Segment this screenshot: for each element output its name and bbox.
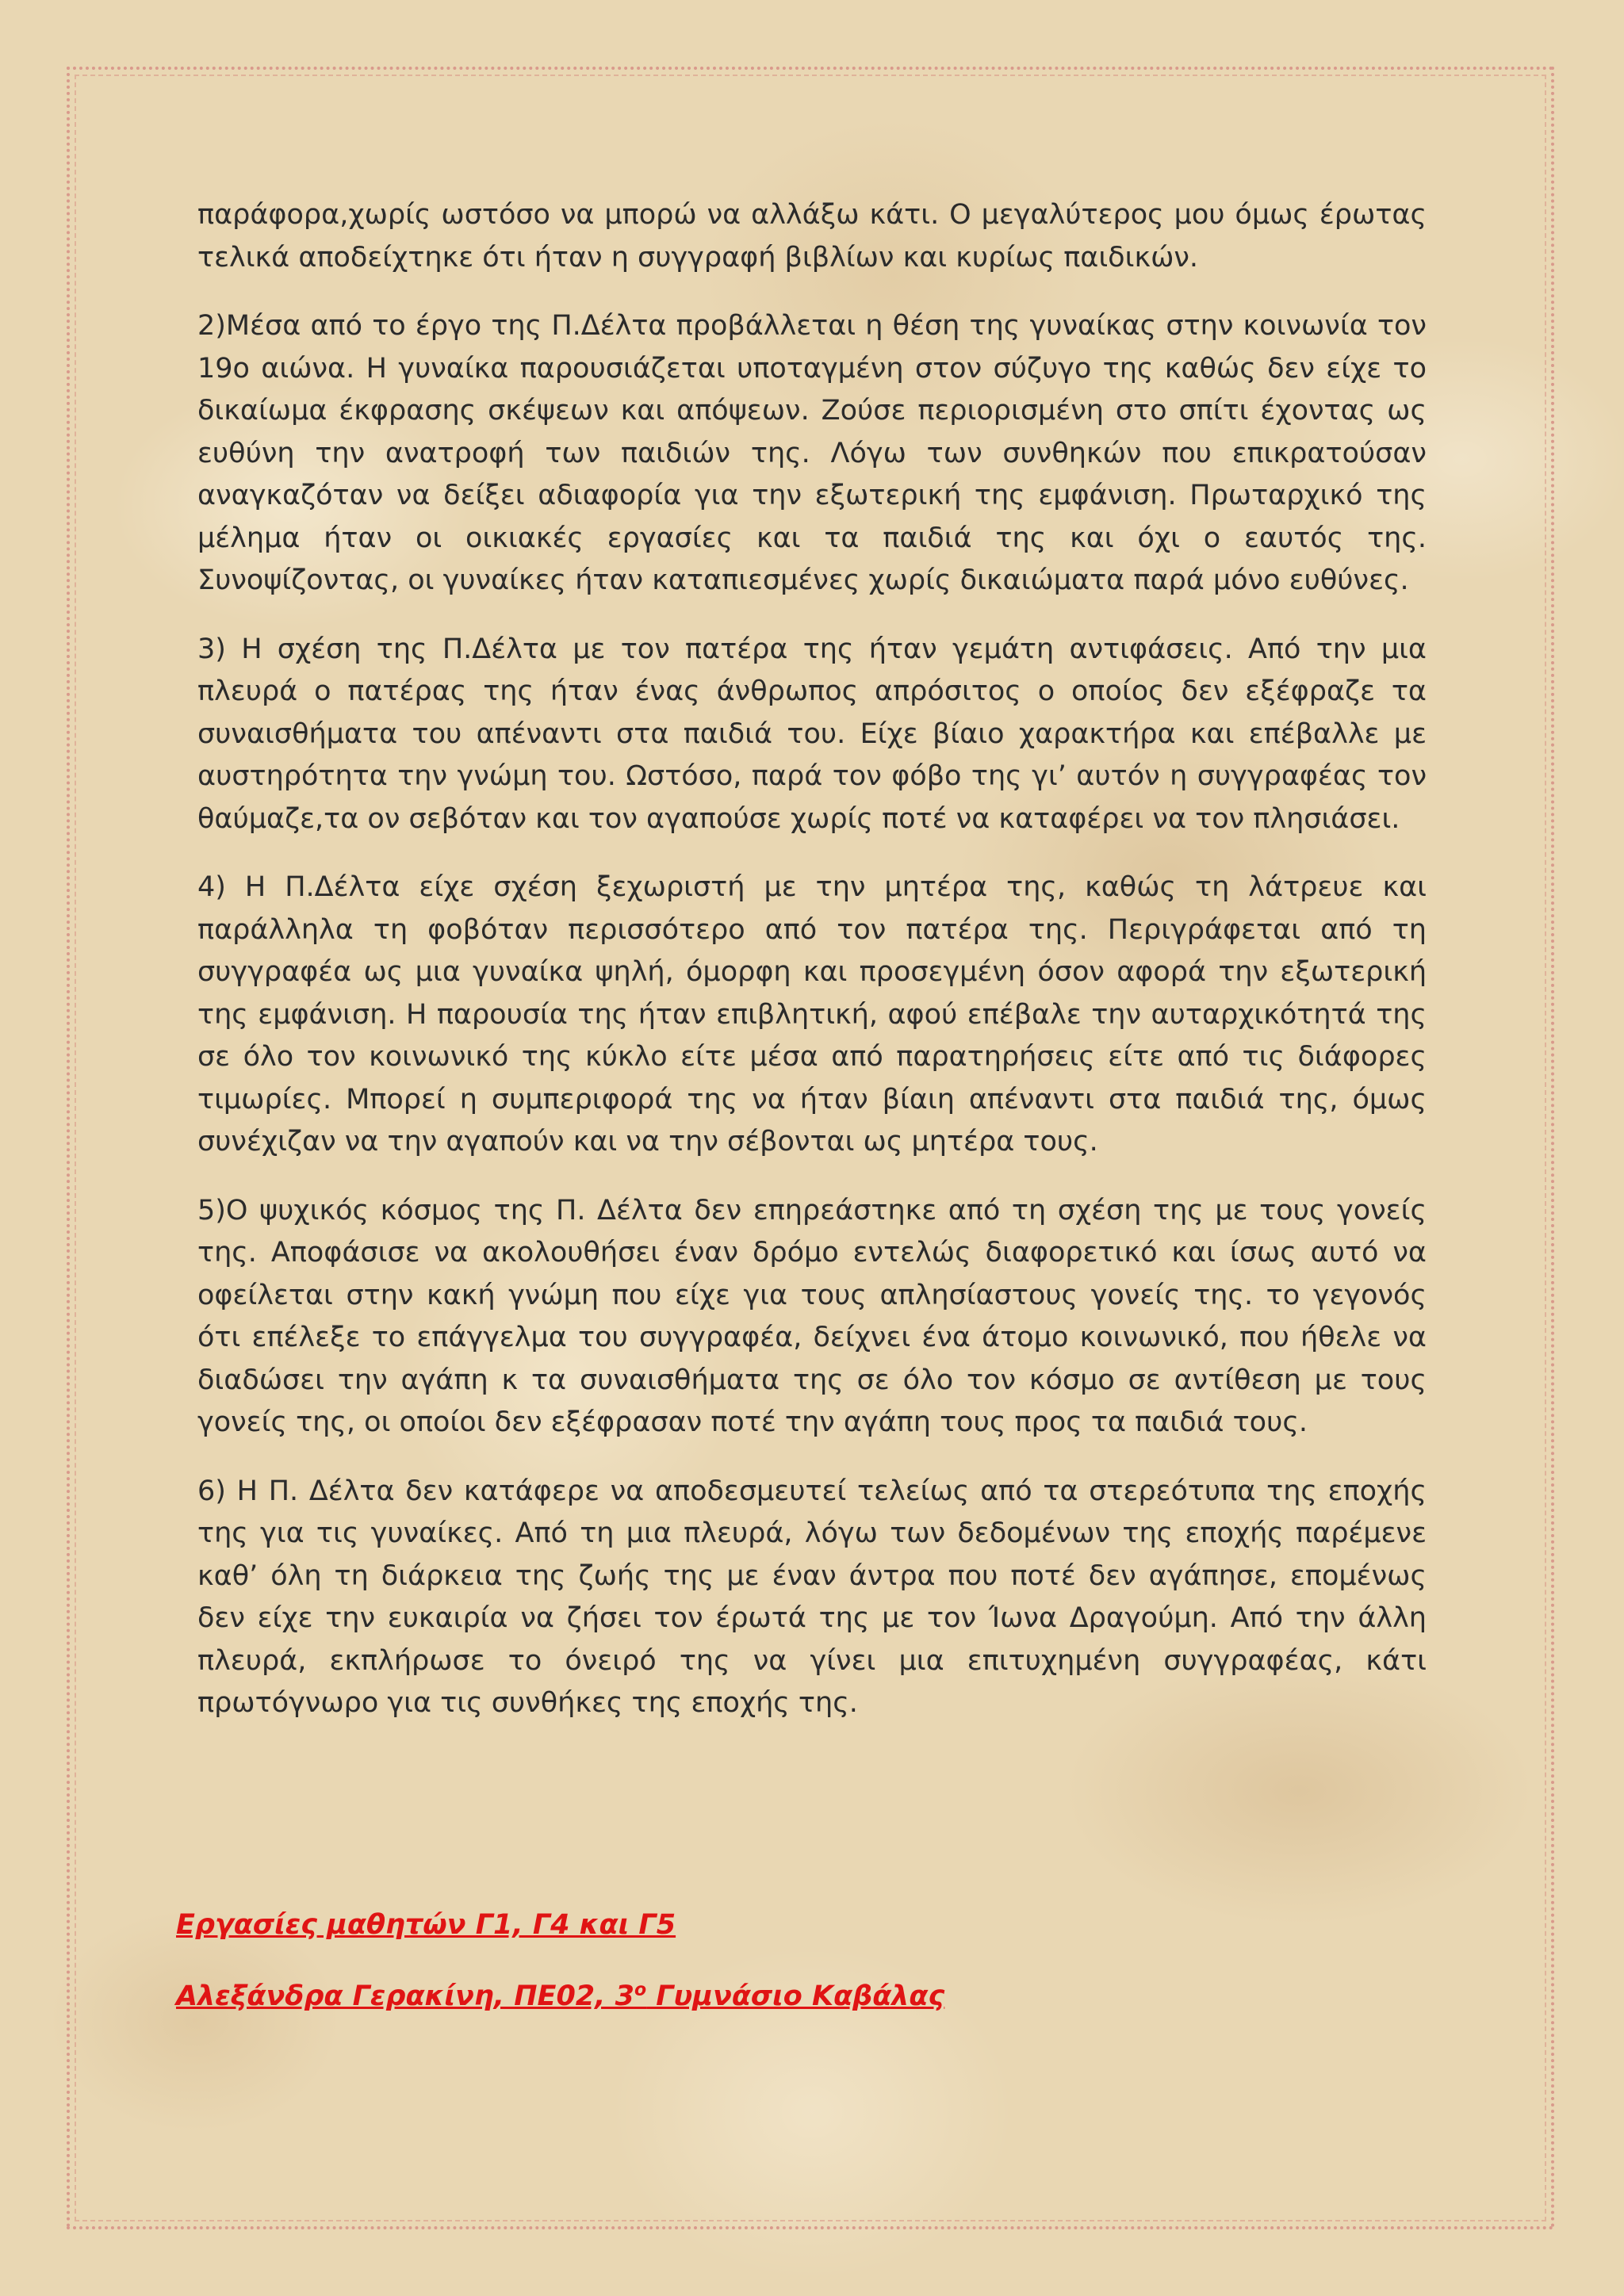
- document-body: [197, 194, 1427, 1751]
- credits-school-name: Γυμνάσιο Καβάλας: [646, 1980, 945, 2012]
- credits-ordinal-suffix: ο: [634, 1980, 647, 2000]
- paragraph-continuation: παράφορα,χωρίς ωστόσο να μπορώ να αλλάξω κάτι. Ο μεγαλύτερος μου όμως έρωτας τελικά αποδείχτηκε ότι ήταν η συγγραφή βιβλίων και κυρίως παιδικών.: [197, 199, 1427, 274]
- paragraph-answer-4: 4) Η Π.Δέλτα είχε σχέση ξεχωριστή με την μητέρα της, καθώς τη λάτρευε και παράλληλα τη φοβόταν περισσότερο από τον πατέρα της. Περιγράφεται από τη συγγραφέα ως μια γυναίκα ψηλή, όμορφη και προσεγμένη όσον αφορά την εξωτερική της εμφάνιση. Η παρουσία της ήταν επιβλητική, αφού επέβαλε την αυταρχικότητά της σε όλο τον κοινωνικό της κύκλο είτε μέσα από παρατηρήσεις είτε από τις διάφορες τιμωρίες. Μπορεί η συμπεριφορά της να ήταν βίαιη απέναντι στα παιδιά της, όμως συνέχιζαν να την αγαπούν και να την σέβονται ως μητέρα τους.: [197, 871, 1427, 1158]
- paragraph-answer-3: 3) Η σχέση της Π.Δέλτα με τον πατέρα της ήταν γεμάτη αντιφάσεις. Από την μια πλευρά ο πατέρας της ήταν ένας άνθρωπος απρόσιτος ο οποίος δεν εξέφραζε τα συναισθήματα του απέναντι στα παιδιά του. Είχε βίαιο χαρακτήρα και επέβαλλε με αυστηρότητα την γνώμη του. Ωστόσο, παρά τον φόβο της γι’ αυτόν η συγγραφέας τον θαύμαζε,τα ον σεβόταν και τον αγαπούσε χωρίς ποτέ να καταφέρει να τον πλησιάσει.: [197, 633, 1427, 835]
- paragraph-answer-6: 6) Η Π. Δέλτα δεν κατάφερε να αποδεσμευτεί τελείως από τα στερεότυπα της εποχής της για τις γυναίκες. Από τη μια πλευρά, λόγω των δεδομένων της εποχής παρέμενε καθ’ όλη τη διάρκεια της ζωής της με έναν άντρα που ποτέ δεν αγάπησε, επομένως δεν είχε την ευκαιρία να ζήσει τον έρωτά της με τον Ίωνα Δραγούμη. Από την άλλη πλευρά, εκπλήρωσε το όνειρό της να γίνει μια επιτυχημένη συγγραφέας, κάτι πρωτόγνωρο για τις συνθήκες της εποχής της.: [197, 1475, 1427, 1719]
- paragraph-answer-2: 2)Μέσα από το έργο της Π.Δέλτα προβάλλεται η θέση της γυναίκας στην κοινωνία τον 19ο αιώνα. Η γυναίκα παρουσιάζεται υποταγμένη στον σύζυγο της καθώς δεν είχε το δικαίωμα έκφρασης σκέψεων και απόψεων. Ζούσε περιορισμένη στο σπίτι έχοντας ως ευθύνη την ανατροφή των παιδιών της. Λόγω των συνθηκών που επικρατούσαν αναγκαζόταν να δείξει αδιαφορία για την εξωτερική της εμφάνιση. Πρωταρχικό της μέλημα ήταν οι οικιακές εργασίες και τα παιδιά της και όχι ο εαυτός της. Συνοψίζοντας, οι γυναίκες ήταν καταπιεσμένες χωρίς δικαιώματα παρά μόνο ευθύνες.: [197, 310, 1427, 596]
- paragraph-answer-5: 5)Ο ψυχικός κόσμος της Π. Δέλτα δεν επηρεάστηκε από τη σχέση της με τους γονείς της. Αποφάσισε να ακολουθήσει έναν δρόμο εντελώς διαφορετικό και ίσως αυτό να οφείλεται στην κακή γνώμη που είχε για τους απλησίαστους γονείς της. το γεγονός ότι επέλεξε το επάγγελμα του συγγραφέα, δείχνει ένα άτομο κοινωνικό, που ήθελε να διαδώσει την αγάπη κ τα συναισθήματα της σε όλο τον κόσμο σε αντίθεση με τους γονείς της, οι οποίοι δεν εξέφρασαν ποτέ την αγάπη τους προς τα παιδιά τους.: [197, 1194, 1427, 1438]
- credits-teacher-name: Αλεξάνδρα Γερακίνη, ΠΕ02, 3: [176, 1980, 634, 2012]
- credits-teacher-line: [176, 1978, 1286, 2015]
- credits-block: [176, 1907, 1286, 2049]
- credits-students-line: Εργασίες μαθητών Γ1, Γ4 και Γ5: [176, 1909, 676, 1941]
